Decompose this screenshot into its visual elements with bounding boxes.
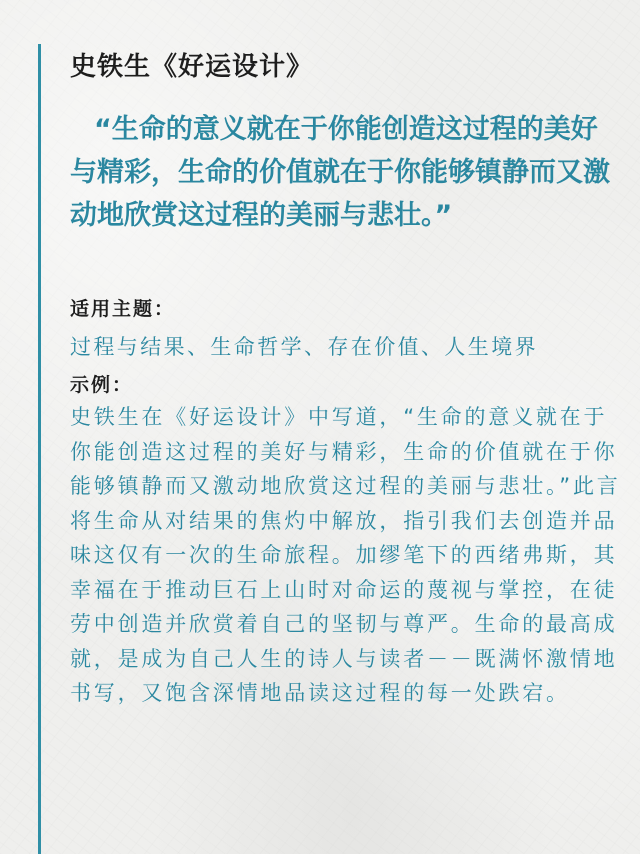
page-title: 史铁生《好运设计》 — [70, 52, 314, 82]
example-paragraph: 史铁生在《好运设计》中写道，“生命的意义就在于你能创造这过程的美好与精彩，生命的价值就在于你能够镇静而又激动地欣赏这过程的美丽与悲壮。”此言将生命从对结果的焦灼中解放，指引我们去创造并品味这仅有一次的生命旅程。加缪笔下的西绪弗斯，其幸福在于推动巨石上山时对命运的蔑视与掌控，在徒劳中创造并欣赏着自己的坚韧与尊严。生命的最高成就，是成为自己人生的诗人与读者－－既满怀激情地书写，又饱含深情地品读这过程的每一处跌宕。 — [70, 405, 621, 705]
quote-text — [70, 108, 622, 237]
topics-list: 过程与结果、生命哲学、存在价值、人生境界 — [70, 335, 538, 359]
accent-vertical-line — [38, 44, 41, 854]
example-label: 示例： — [70, 374, 134, 396]
quote-body: “生命的意义就在于你能创造这过程的美好与精彩，生命的价值就在于你能够镇静而又激动地欣赏这过程的美丽与悲壮。” — [70, 114, 610, 231]
topics-label: 适用主题： — [70, 298, 176, 320]
